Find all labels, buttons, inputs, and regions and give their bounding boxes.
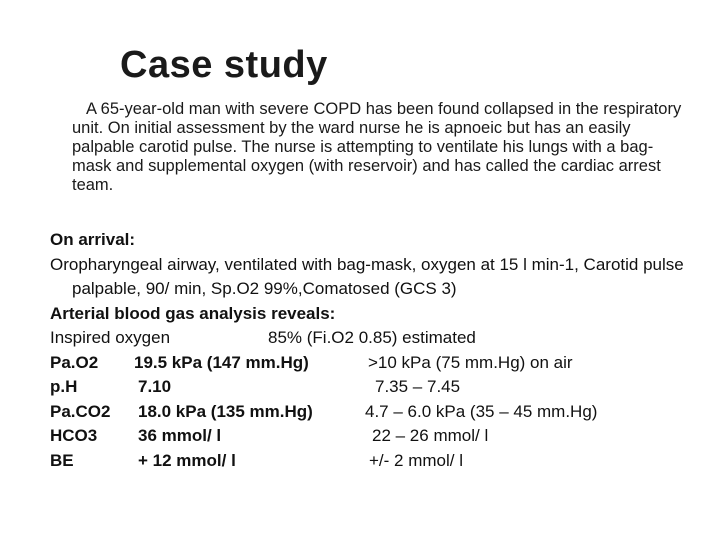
abg-row: [50, 400, 700, 425]
inspired-oxygen-row: [50, 326, 700, 351]
abg-value: + 12 mmol/ l: [138, 450, 236, 470]
inspired-oxygen-label: Inspired oxygen: [50, 328, 171, 347]
abg-normal-range: >10 kPa (75 mm.Hg) on air: [368, 352, 573, 372]
abg-label: HCO3: [50, 426, 98, 445]
abg-normal-range: 7.35 – 7.45: [375, 377, 461, 396]
abg-value: 7.10: [138, 377, 172, 396]
abg-row: [50, 424, 700, 449]
on-arrival-text: Oropharyngeal airway, ventilated with bag-mask, oxygen at 15 l min-1, Carotid pulse palpable, 90/ min, Sp.O2 99%,Comatosed (GCS 3): [50, 254, 684, 298]
on-arrival-heading: On arrival:: [50, 230, 136, 249]
case-details: [50, 228, 700, 473]
abg-normal-range: 4.7 – 6.0 kPa (35 – 45 mm.Hg): [365, 401, 598, 421]
case-intro-paragraph: A 65-year-old man with severe COPD has been found collapsed in the respiratory unit. On initial assessment by the ward nurse he is apnoeic but has an easily palpable carotid pulse. The nurse is attempting to ventilate his lungs with a bag-mask and supplemental oxygen (with reservoir) and has called the cardiac arrest team.: [72, 100, 682, 194]
abg-normal-range: +/- 2 mmol/ l: [369, 450, 463, 470]
abg-value: 19.5 kPa (147 mm.Hg): [134, 352, 309, 372]
abg-row: [50, 375, 700, 400]
abg-value: 36 mmol/ l: [138, 426, 222, 445]
abg-normal-range: 22 – 26 mmol/ l: [372, 426, 489, 445]
abg-row: [50, 449, 700, 474]
abg-heading: Arterial blood gas analysis reveals:: [50, 303, 336, 323]
abg-value: 18.0 kPa (135 mm.Hg): [138, 401, 313, 421]
abg-label: Pa.O2: [50, 352, 99, 372]
abg-label: Pa.CO2: [50, 401, 111, 421]
slide-title: Case study: [120, 44, 328, 86]
abg-label: BE: [50, 450, 74, 470]
abg-label: p.H: [50, 377, 78, 396]
inspired-oxygen-value: 85% (Fi.O2 0.85) estimated: [268, 328, 476, 347]
abg-row: [50, 351, 700, 376]
